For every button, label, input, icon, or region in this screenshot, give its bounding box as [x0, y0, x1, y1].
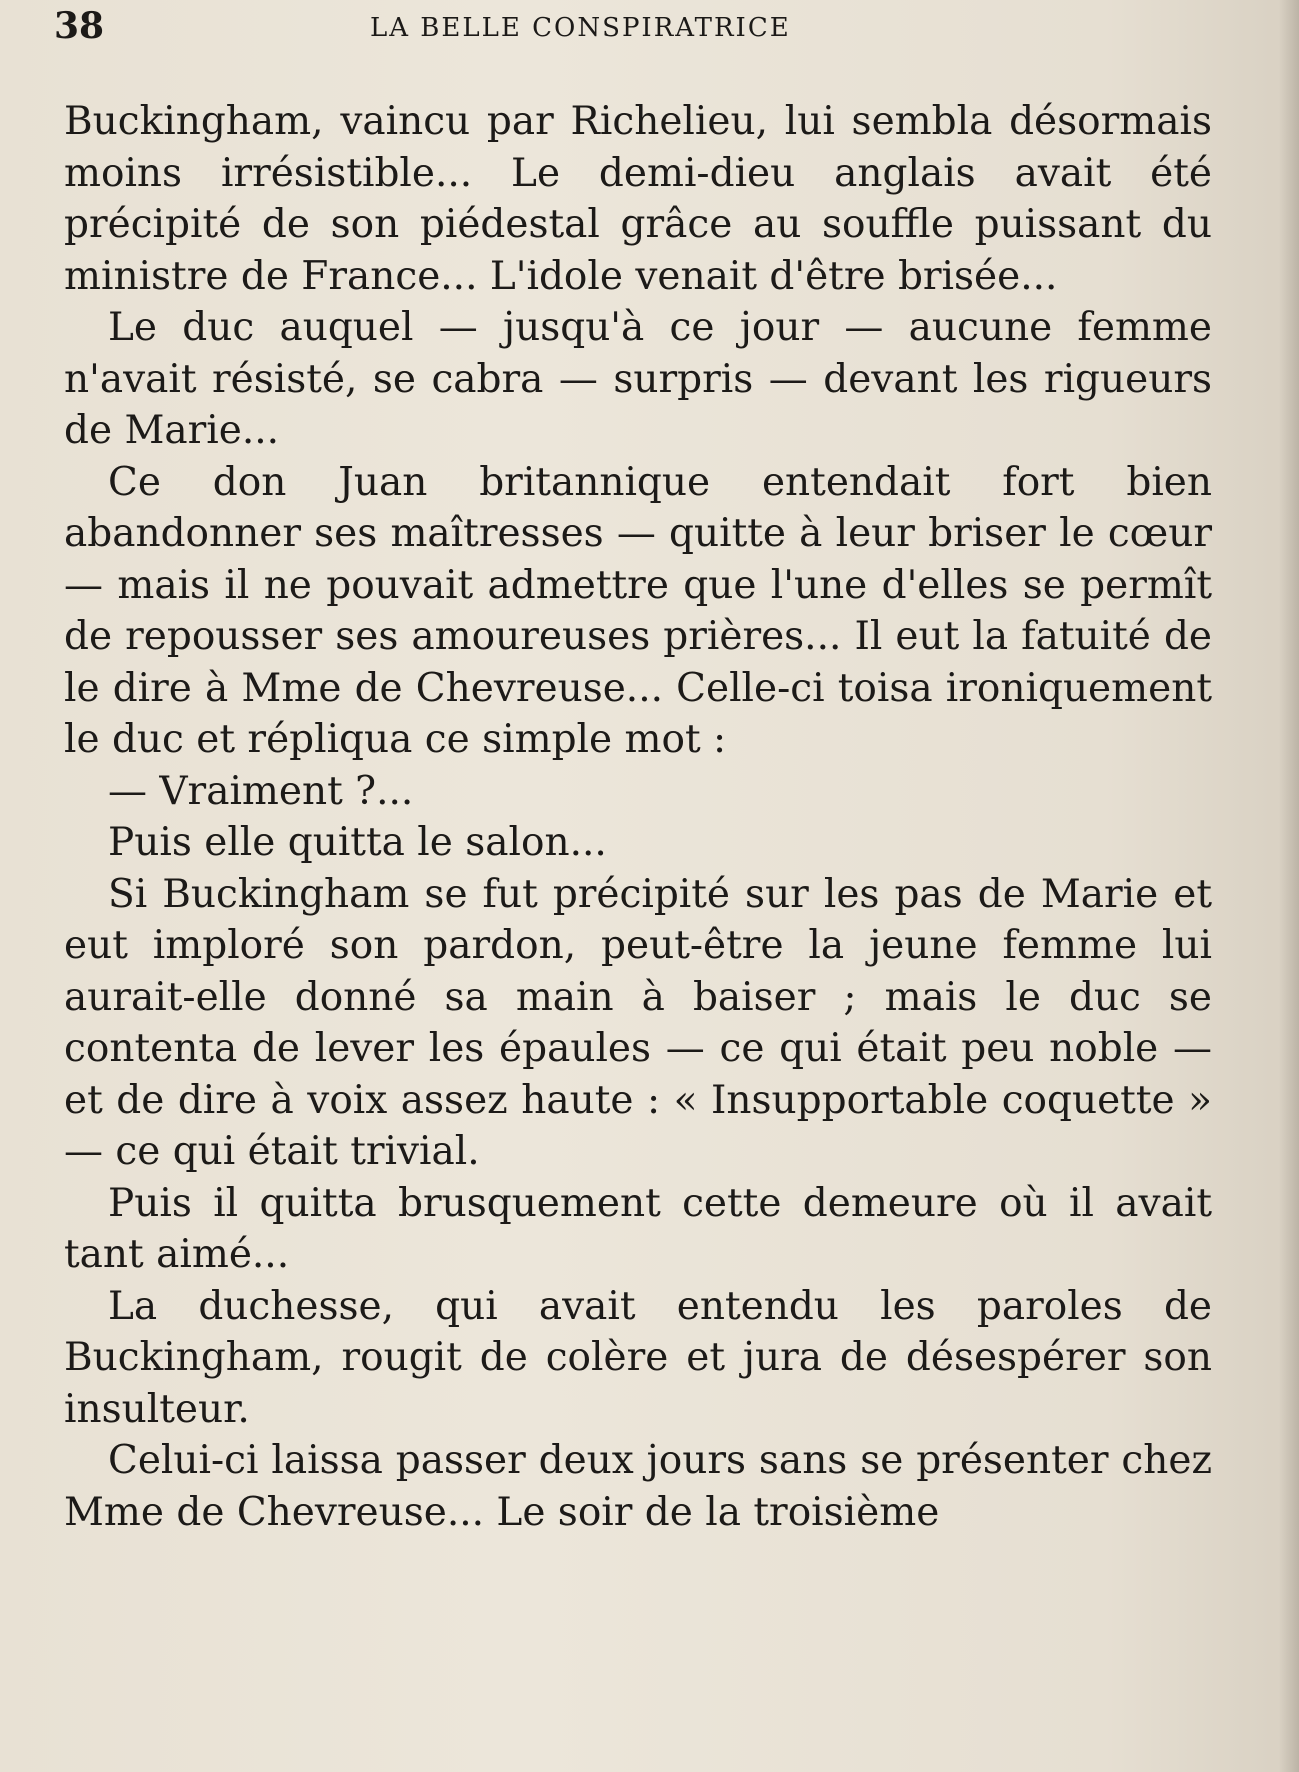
running-title: LA BELLE CONSPIRATRICE: [370, 13, 791, 43]
paragraph: Si Buckingham se fut précipité sur les pas de Marie et eut imploré son pardon, peut-être la jeune femme lui aurait-elle donné sa main à baiser ; mais le duc se contenta de lever les épaules — ce qui était peu noble — et de dire à voix assez haute : « Insupportable coquette » — ce qui était trivial.: [64, 871, 1212, 1174]
paragraph: La duchesse, qui avait entendu les paroles de Buckingham, rougit de colère et jura de désespérer son insulteur.: [64, 1283, 1212, 1432]
dialogue-line: — Vraiment ?...: [108, 768, 414, 814]
paragraph: Puis elle quitta le salon...: [108, 820, 607, 865]
paragraph: Puis il quitta brusquement cette demeure où il avait tant aimé...: [64, 1180, 1212, 1277]
paragraph: Celui-ci laissa passer deux jours sans se présenter chez Mme de Chevreuse... Le soir de la troisième: [64, 1438, 1212, 1535]
running-head: [54, 4, 1234, 48]
paragraph: Ce don Juan britannique entendait fort bien abandonner ses maîtresses — quitte à leur briser le cœur — mais il ne pouvait admettre que l'une d'elles se permît de repousser ses amoureuses prières... Il eut la fatuité de le dire à Mme de Chevreuse... Celle-ci toisa ironiquement le duc et répliqua ce simple mot :: [64, 459, 1212, 762]
paragraph: Buckingham, vaincu par Richelieu, lui sembla désormais moins irrésistible... Le demi-dieu anglais avait été précipité de son piédestal grâce au souffle puissant du ministre de France... L'idole venait d'être brisée...: [64, 99, 1212, 299]
page-number: 38: [54, 5, 105, 47]
paragraph: Le duc auquel — jusqu'à ce jour — aucune femme n'avait résisté, se cabra — surpris — devant les rigueurs de Marie...: [64, 305, 1212, 453]
page-edge-shadow: [1279, 0, 1299, 1772]
body-text: [64, 96, 1212, 1538]
